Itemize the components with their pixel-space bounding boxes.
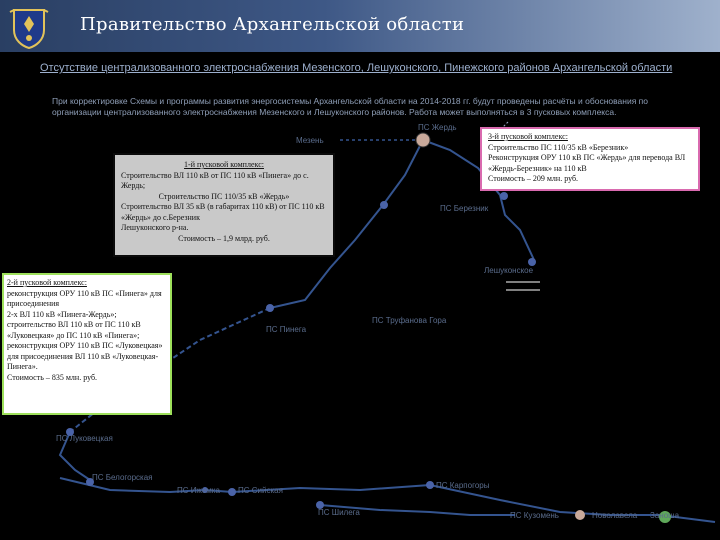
label-bereznik: ПС Березник bbox=[440, 204, 489, 213]
complex3-cost: Стоимость – 209 млн. руб. bbox=[488, 174, 579, 183]
label-novolavela: Новолавела bbox=[592, 511, 638, 520]
substation-bereznik-node bbox=[500, 192, 508, 200]
label-pinega: ПС Пинега bbox=[266, 325, 307, 334]
complex2-line1: реконструкция ОРУ 110 кВ ПС «Пинега» для присоединения bbox=[7, 288, 162, 308]
complex2-line4: реконструкция ОРУ 110 кВ ПС «Луковецкая» для присоединения ВЛ 110 кВ «Луковецкая-Пинега». bbox=[7, 341, 163, 371]
substation-kuzomen-node bbox=[575, 510, 585, 520]
label-karpogory: ПС Карпогоры bbox=[436, 481, 490, 490]
complex3-line2: Реконструкция ОРУ 110 кВ ПС «Жердь» для перевода ВЛ «Жердь-Березник» на 110 кВ bbox=[488, 153, 686, 173]
label-mezen: Мезень bbox=[296, 136, 324, 145]
complex1-line1: Строительство ВЛ 110 кВ от ПС 110 кВ «Пинега» до с. Жердь; bbox=[121, 170, 309, 190]
substation-pinega-node bbox=[266, 304, 274, 312]
complex3-line1: Строительство ПС 110/35 кВ «Березник» bbox=[488, 142, 629, 152]
substation-zherd-node bbox=[416, 133, 430, 147]
complex2-line3: строительство ВЛ 110 кВ от ПС 110 кВ «Луковецкая» до ПС 110 кВ «Пинега»; bbox=[7, 320, 141, 340]
label-kuzomen: ПС Кузомень bbox=[510, 511, 559, 520]
complex3-title: 3-й пусковой комплекс: bbox=[488, 132, 568, 141]
complex1-callout bbox=[113, 153, 335, 257]
substation-siyskaya-node bbox=[228, 488, 236, 496]
complex2-title: 2-й пусковой комплекс: bbox=[7, 278, 87, 287]
complex3-callout bbox=[480, 127, 700, 191]
substation-trufanova-node bbox=[380, 201, 388, 209]
complex2-line2: 2-х ВЛ 110 кВ «Пинега-Жердь»; bbox=[7, 309, 117, 319]
page-title: Правительство Архангельской области bbox=[80, 14, 465, 35]
substation-leshukonskoe-node bbox=[528, 258, 536, 266]
complex1-cost: Стоимость – 1,9 млрд. руб. bbox=[178, 233, 270, 243]
complex1-line4: Лешуконского р-на. bbox=[121, 223, 189, 232]
complex1-title: 1-й пусковой комплекс: bbox=[184, 160, 264, 169]
complex2-callout bbox=[2, 273, 172, 415]
complex1-line2: Строительство ПС 110/35 кВ «Жердь» bbox=[158, 191, 290, 201]
label-izhemka: ПС Ижемка bbox=[177, 486, 220, 495]
label-belogorskaya: ПС Белогорская bbox=[92, 473, 153, 482]
intro-text: При корректировке Схемы и программы развития энергосистемы Архангельской области на 2014-2018 гг. будут проведены расчёты и обоснования по организации централизованного электроснабжения Мезенского и Лешуконского районов. Работа может выполняться в 3 пусковых комплекса. bbox=[52, 96, 649, 117]
label-trufanova: ПС Труфанова Гора bbox=[372, 316, 447, 325]
complex2-cost: Стоимость – 835 млн. руб. bbox=[7, 372, 98, 382]
label-leshukonskoe: Лешуконское bbox=[484, 266, 534, 275]
complex1-line3: Строительство ВЛ 35 кВ (в габаритах 110 кВ) от ПС 110 кВ «Жердь» до с.Березник bbox=[121, 202, 325, 222]
slide-subtitle: Отсутствие централизованного электроснабжения Мезенского, Лешуконского, Пинежского районов Архангельской области bbox=[40, 62, 673, 74]
substation-karpogory-node bbox=[426, 481, 434, 489]
label-zanosha: Заноша bbox=[650, 511, 680, 520]
label-lukovetskaya: ПС Луковецкая bbox=[56, 434, 113, 443]
label-zherd: ПС Жердь bbox=[418, 123, 457, 132]
label-shilega: ПС Шилега bbox=[318, 508, 360, 517]
label-siyskaya: ПС Сийская bbox=[238, 486, 283, 495]
